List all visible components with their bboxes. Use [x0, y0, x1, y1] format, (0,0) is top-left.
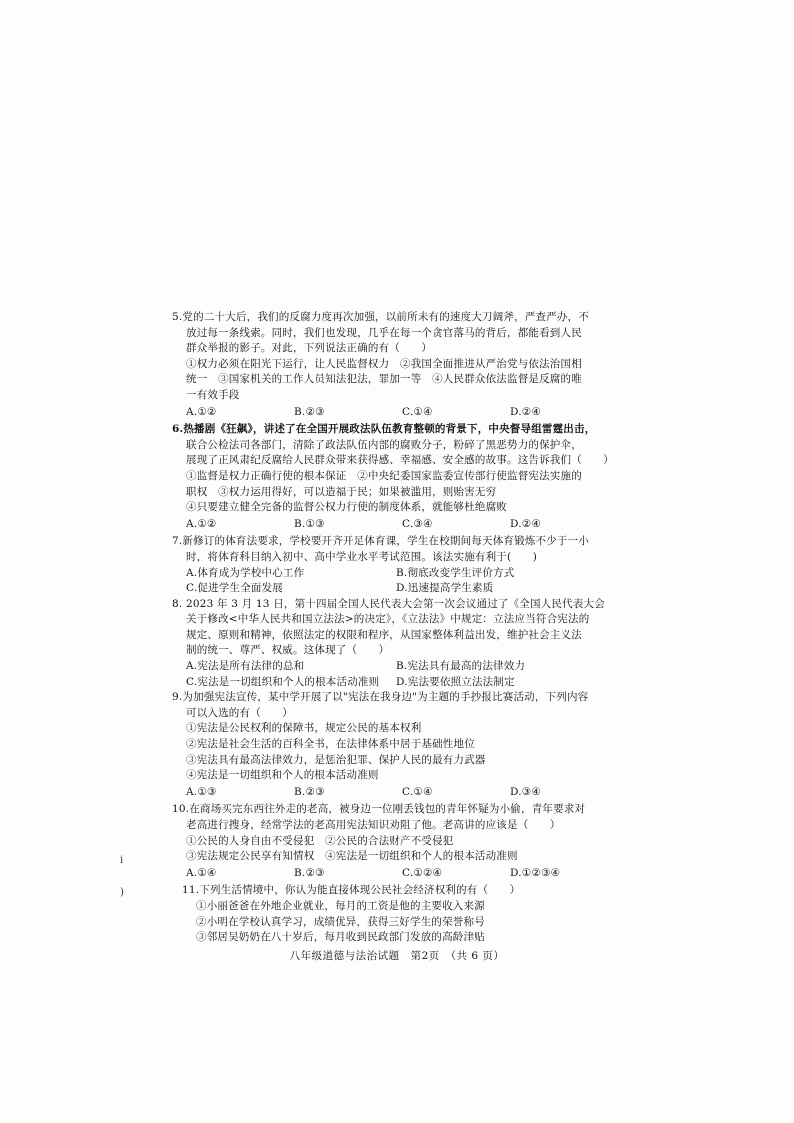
question-stem-line: 7.新修订的体育法要求，学校要开齐开足体育课，学生在校期间每天体育锻炼不少于一小 [172, 535, 590, 548]
option-a: A.宪法是所有法律的总和 [186, 660, 305, 673]
question-stem-line: ①监督是权力正确行使的根本保证 ②中央纪委国家监委宣传部行使监督宪法实施的 [186, 469, 582, 482]
question-stem-line: ③宪法具有最高法律效力，是惩治犯罪、保护人民的最有力武器 [186, 753, 486, 766]
question-stem-line: ①权力必须在阳光下运行，让人民监督权力 ②我国全面推进从严治党与依法治国相 [186, 357, 582, 370]
option-b: B.彻底改变学生评价方式 [396, 566, 515, 579]
option-d: D.②④ [510, 405, 542, 418]
question-stem-line: 8. 2023 年 3 月 13 日，第十四届全国人民代表大会第一次会议通过了《全国人民代表大会 [172, 597, 605, 610]
question-stem-line: ①宪法是公民权利的保障书，规定公民的基本权利 [186, 722, 422, 735]
question-stem-line: ③邻居吴奶奶在八十岁后，每月收到民政部门发放的高龄津贴 [196, 931, 485, 944]
question-stem-line: 规定、原则和精神，依照法定的权限和程序，从国家整体利益出发，维护社会主义法 [186, 628, 582, 641]
option-c: C.①④ [402, 405, 433, 418]
question-stem-line: 一有效手段 [186, 388, 240, 401]
question-stem-line: 6.热播剧《狂飙》，讲述了在全国开展政法队伍教育整顿的背景下，中央督导组雷霆出击， [172, 423, 596, 436]
answer-options [172, 566, 608, 597]
question-stem-line: 制的统一、尊严、权威。这体现了（ ） [186, 644, 390, 657]
question-stem-line: 统一 ③国家机关的工作人员知法犯法，罪加一等 ④人民群众依法监督是反腐的唯 [186, 373, 582, 386]
option-b: B.①③ [294, 517, 325, 530]
option-d: D.②④ [510, 517, 542, 530]
question-stem-line: 展现了正风肃纪反腐给人民群众带来获得感、幸福感、安全感的故事。这告诉我们（ ） [186, 454, 614, 467]
option-c: C.①④ [402, 785, 433, 798]
question-9 [172, 690, 608, 800]
answer-options [172, 517, 608, 533]
option-a: A.①② [186, 517, 217, 530]
question-stem-line: 群众举报的影子。对此，下列说法正确的有（ ） [186, 342, 433, 355]
page-footer: 八年级道德与法治试题 第2页 （共 6 页） [289, 950, 505, 962]
option-d: D.宪法要依照立法法制定 [396, 675, 515, 688]
option-b: B.宪法具有最高的法律效力 [396, 660, 526, 673]
question-stem-line: 老高进行搜身，经常学法的老高用宪法知识劝阻了他。老高讲的应该是（ ） [186, 819, 561, 831]
question-list [172, 310, 614, 946]
option-b: B.②③ [294, 866, 325, 879]
answer-options [172, 866, 608, 882]
question-stem-line: 关于修改<中华人民共和国立法法>的决定》，《立法法》中规定：立法应当符合宪法的 [186, 613, 590, 626]
option-a: A.①② [186, 405, 217, 418]
question-stem-line: ③宪法规定公民享有知情权 ④宪法是一切组织和个人的根本活动准则 [186, 850, 518, 863]
question-5 [172, 310, 608, 420]
option-a: A.①③ [186, 785, 217, 798]
question-stem-line: 11.下列生活情境中，你认为能直接体现公民社会经济权利的有（ ） [182, 884, 521, 897]
question-stem-line: 职权 ③权力运用得好，可以造福于民；如果被滥用，则贻害无穷 [186, 485, 497, 498]
option-c: C.①②④ [402, 866, 443, 879]
question-stem-line: 10.在商场买完东西往外走的老高，被身边一位刚丢钱包的青年怀疑为小偷，青年要求对 [172, 803, 586, 816]
question-stem-line: ②小明在学校认真学习，成绩优异，获得三好学生的荣誉称号 [196, 915, 485, 928]
option-a: A.体育成为学校中心工作 [186, 566, 305, 579]
question-stem-line: 联合公检法司各部门，清除了政法队伍内部的腐败分子，粉碎了黑恶势力的保护伞， [186, 438, 582, 451]
question-stem-line: 时，将体育科目纳入初中、高中学业水平考试范围。该法实施有利于( ) [186, 550, 537, 563]
option-d: D.迅速提高学生素质 [396, 582, 494, 595]
margin-scan-mark: ) [120, 887, 124, 898]
option-a: A.①④ [186, 866, 217, 879]
answer-options [172, 785, 608, 801]
question-stem-line: 可以入选的有（ ） [186, 706, 293, 719]
option-c: C.宪法是一切组织和个人的根本活动准则 [186, 675, 380, 688]
answer-options [172, 659, 608, 690]
question-10 [172, 802, 608, 881]
question-8 [172, 597, 608, 691]
margin-scan-mark: ⅰ [120, 855, 124, 866]
question-stem-line: ①公民的人身自由不受侵犯 ②公民的合法财产不受侵犯 [186, 834, 454, 847]
option-c: C.③④ [402, 517, 433, 530]
question-6 [172, 422, 614, 532]
question-stem-line: 9.为加强宪法宣传，某中学开展了以"宪法在我身边"为主题的手抄报比赛活动，下列内容 [172, 691, 589, 704]
question-stem-line: ④宪法是一切组织和个人的根本活动准则 [186, 769, 379, 782]
question-stem-line: 放过每一条线索。同时，我们也发现，几乎在每一个贪官落马的背后，都能看到人民 [186, 326, 582, 339]
answer-options [172, 405, 608, 421]
option-b: B.②③ [294, 785, 325, 798]
option-c: C.促进学生全面发展 [186, 582, 283, 595]
option-d: D.③④ [510, 785, 542, 798]
option-d: D.①②③④ [510, 866, 561, 879]
question-stem-line: 5.党的二十大后，我们的反腐力度再次加强，以前所未有的速度大刀阔斧，严查严办，不 [172, 311, 590, 323]
question-stem-line: ①小丽爸爸在外地企业就业，每月的工资是他的主要收入来源 [196, 899, 485, 912]
option-b: B.②③ [294, 405, 325, 418]
question-stem-line: ④只要建立健全完备的监督公权力行使的制度体系，就能够杜绝腐败 [186, 501, 507, 514]
question-stem-line: ②宪法是社会生活的百科全书，在法律体系中居于基础性地位 [186, 738, 475, 751]
question-11 [172, 883, 608, 945]
question-7 [172, 534, 608, 596]
